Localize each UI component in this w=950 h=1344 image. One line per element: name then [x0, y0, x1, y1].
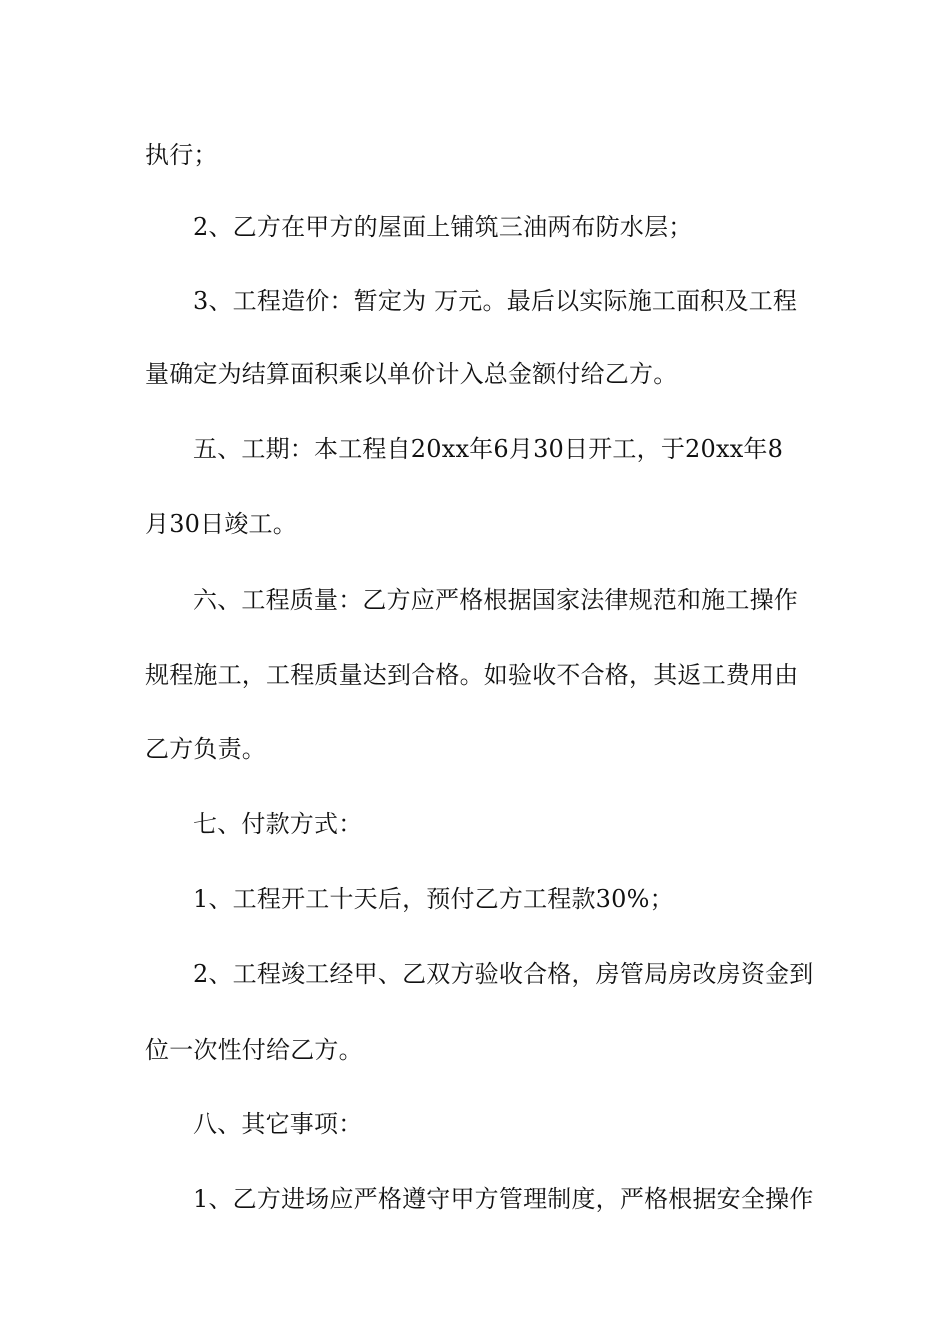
text-line-clause-3-cont: 量确定为结算面积乘以单价计入总金额付给乙方。 [145, 360, 678, 388]
text-line-section-5-cont: 月30日竣工。 [145, 510, 297, 538]
text-line-clause-3: 3、工程造价：暂定为 万元。最后以实际施工面积及工程 [193, 287, 798, 315]
text-line-other-1: 1、乙方进场应严格遵守甲方管理制度，严格根据安全操作 [193, 1185, 814, 1213]
text-line-section-6: 六、工程质量：乙方应严格根据国家法律规范和施工操作 [193, 586, 798, 614]
text-line-payment-2-cont: 位一次性付给乙方。 [145, 1036, 363, 1064]
text-line-section-5: 五、工期：本工程自20xx年6月30日开工，于20xx年8 [193, 435, 784, 463]
text-line-continuation: 执行； [145, 141, 218, 169]
text-line-payment-2: 2、工程竣工经甲、乙双方验收合格，房管局房改房资金到 [193, 960, 814, 988]
text-line-section-6-cont-2: 乙方负责。 [145, 735, 266, 763]
text-line-section-6-cont-1: 规程施工，工程质量达到合格。如验收不合格，其返工费用由 [145, 661, 799, 689]
text-line-section-8: 八、其它事项： [193, 1110, 363, 1138]
text-line-clause-2: 2、乙方在甲方的屋面上铺筑三油两布防水层； [193, 213, 693, 241]
text-line-section-7: 七、付款方式： [193, 810, 363, 838]
text-line-payment-1: 1、工程开工十天后，预付乙方工程款30%； [193, 885, 674, 913]
